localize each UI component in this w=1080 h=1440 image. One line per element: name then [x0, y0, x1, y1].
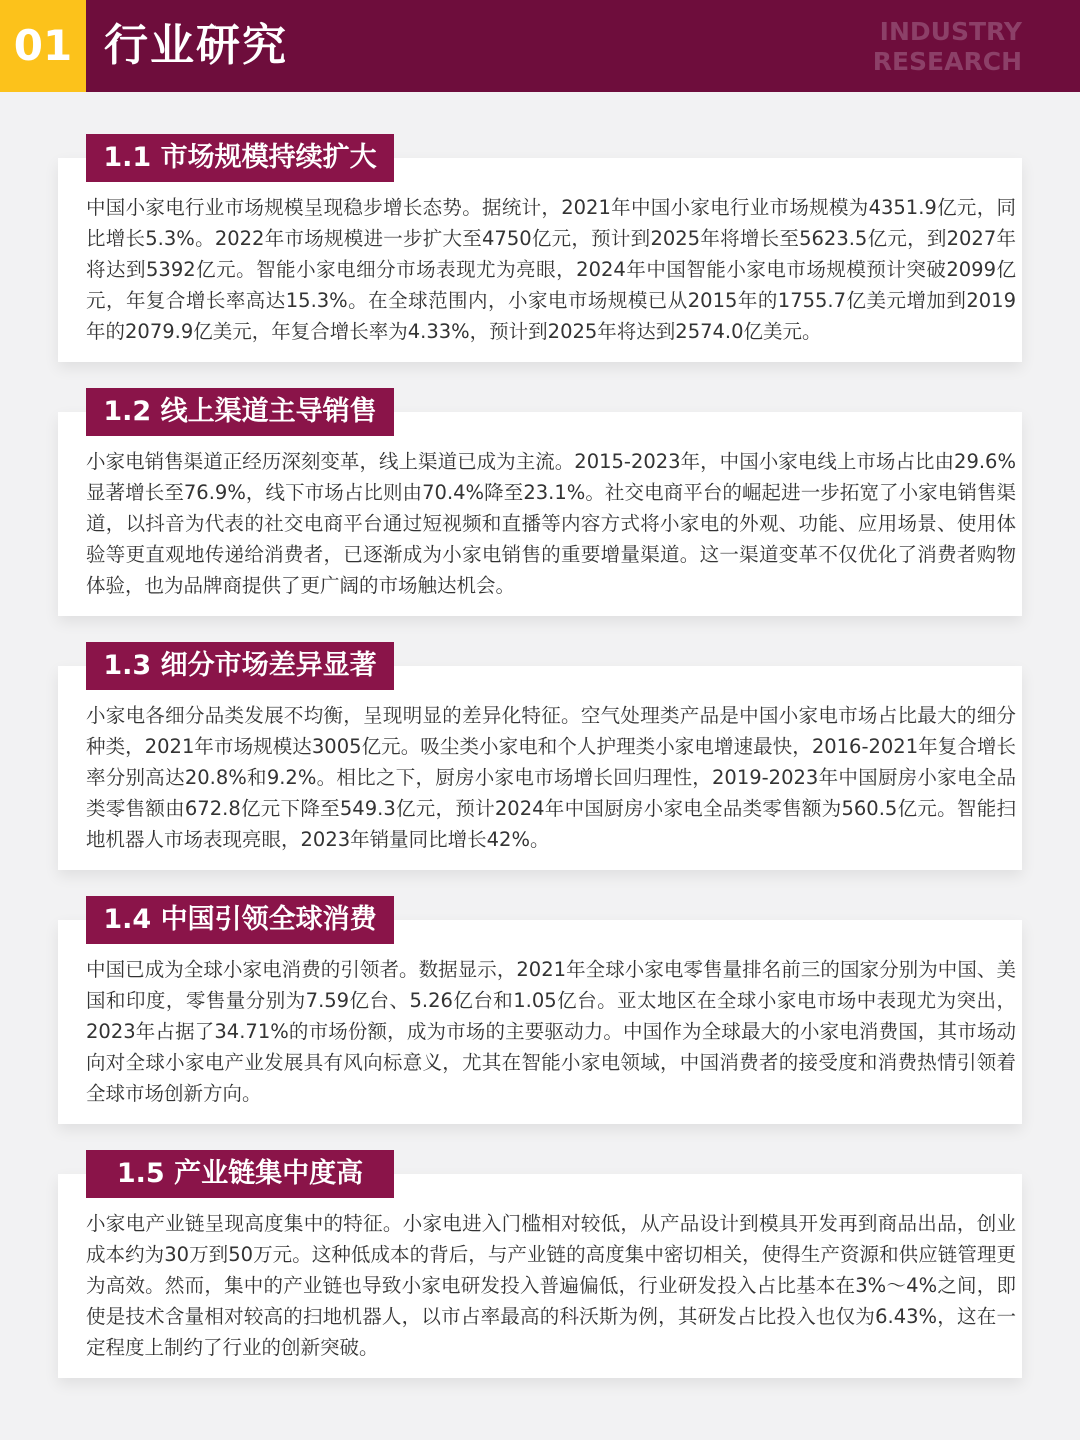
section-body: 小家电各细分品类发展不均衡，呈现明显的差异化特征。空气处理类产品是中国小家电市场占比最大的细分种类，2021年市场规模达3005亿元。吸尘类小家电和个人护理类小家电增速最快，2016-2021年复合增长率分别高达20.8%和9.2%。相比之下，厨房小家电市场增长回归理性，2019-2023年中国厨房小家电全品类零售额由672.8亿元下降至549.3亿元，预计2024年中国厨房小家电全品类零售额为560.5亿元。智能扫地机器人市场表现亮眼，2023年销量同比增长42%。	[86, 704, 1016, 851]
section-title: 1.4 中国引领全球消费	[86, 896, 394, 944]
section-title: 1.3 细分市场差异显著	[86, 642, 394, 690]
section-card	[58, 920, 1022, 1124]
section-body: 中国已成为全球小家电消费的引领者。数据显示，2021年全球小家电零售量排名前三的国家分别为中国、美国和印度，零售量分别为7.59亿台、5.26亿台和1.05亿台。亚太地区在全球小家电市场中表现尤为突出，2023年占据了34.71%的市场份额，成为市场的主要驱动力。中国作为全球最大的小家电消费国，其市场动向对全球小家电产业发展具有风向标意义，尤其在智能小家电领域，中国消费者的接受度和消费热情引领着全球市场创新方向。	[86, 958, 1016, 1105]
section-number: 01	[0, 0, 86, 92]
section-title: 1.2 线上渠道主导销售	[86, 388, 394, 436]
english-watermark-line-2: RESEARCH	[872, 47, 1022, 76]
section-body: 小家电销售渠道正经历深刻变革，线上渠道已成为主流。2015-2023年，中国小家电线上市场占比由29.6%显著增长至76.9%，线下市场占比则由70.4%降至23.1%。社交电商平台的崛起进一步拓宽了小家电销售渠道，以抖音为代表的社交电商平台通过短视频和直播等内容方式将小家电的外观、功能、应用场景、使用体验等更直观地传递给消费者，已逐渐成为小家电销售的重要增量渠道。这一渠道变革不仅优化了消费者购物体验，也为品牌商提供了更广阔的市场触达机会。	[86, 450, 1016, 597]
section-card	[58, 412, 1022, 616]
section-title: 1.5 产业链集中度高	[86, 1150, 394, 1198]
english-watermark-line-1: INDUSTRY	[879, 17, 1022, 46]
section-body: 中国小家电行业市场规模呈现稳步增长态势。据统计，2021年中国小家电行业市场规模为4351.9亿元，同比增长5.3%。2022年市场规模进一步扩大至4750亿元，预计到2025年将增长至5623.5亿元，到2027年将达到5392亿元。智能小家电细分市场表现尤为亮眼，2024年中国智能小家电市场规模预计突破2099亿元，年复合增长率高达15.3%。在全球范围内，小家电市场规模已从2015年的1755.7亿美元增加到2019年的2079.9亿美元，年复合增长率为4.33%，预计到2025年将达到2574.0亿美元。	[86, 196, 1016, 343]
section-card	[58, 666, 1022, 870]
section-card	[58, 1174, 1022, 1378]
page-header	[0, 0, 1080, 92]
section-body: 小家电产业链呈现高度集中的特征。小家电进入门槛相对较低，从产品设计到模具开发再到商品出品，创业成本约为30万到50万元。这种低成本的背后，与产业链的高度集中密切相关，使得生产资源和供应链管理更为高效。然而，集中的产业链也导致小家电研发投入普遍偏低，行业研发投入占比基本在3%～4%之间，即使是技术含量相对较高的扫地机器人，以市占率最高的科沃斯为例，其研发占比投入也仅为6.43%，这在一定程度上制约了行业的创新突破。	[86, 1212, 1016, 1359]
page-title: 行业研究	[104, 20, 288, 71]
section-card	[58, 158, 1022, 362]
section-title: 1.1 市场规模持续扩大	[86, 134, 394, 182]
english-watermark	[873, 17, 1022, 77]
